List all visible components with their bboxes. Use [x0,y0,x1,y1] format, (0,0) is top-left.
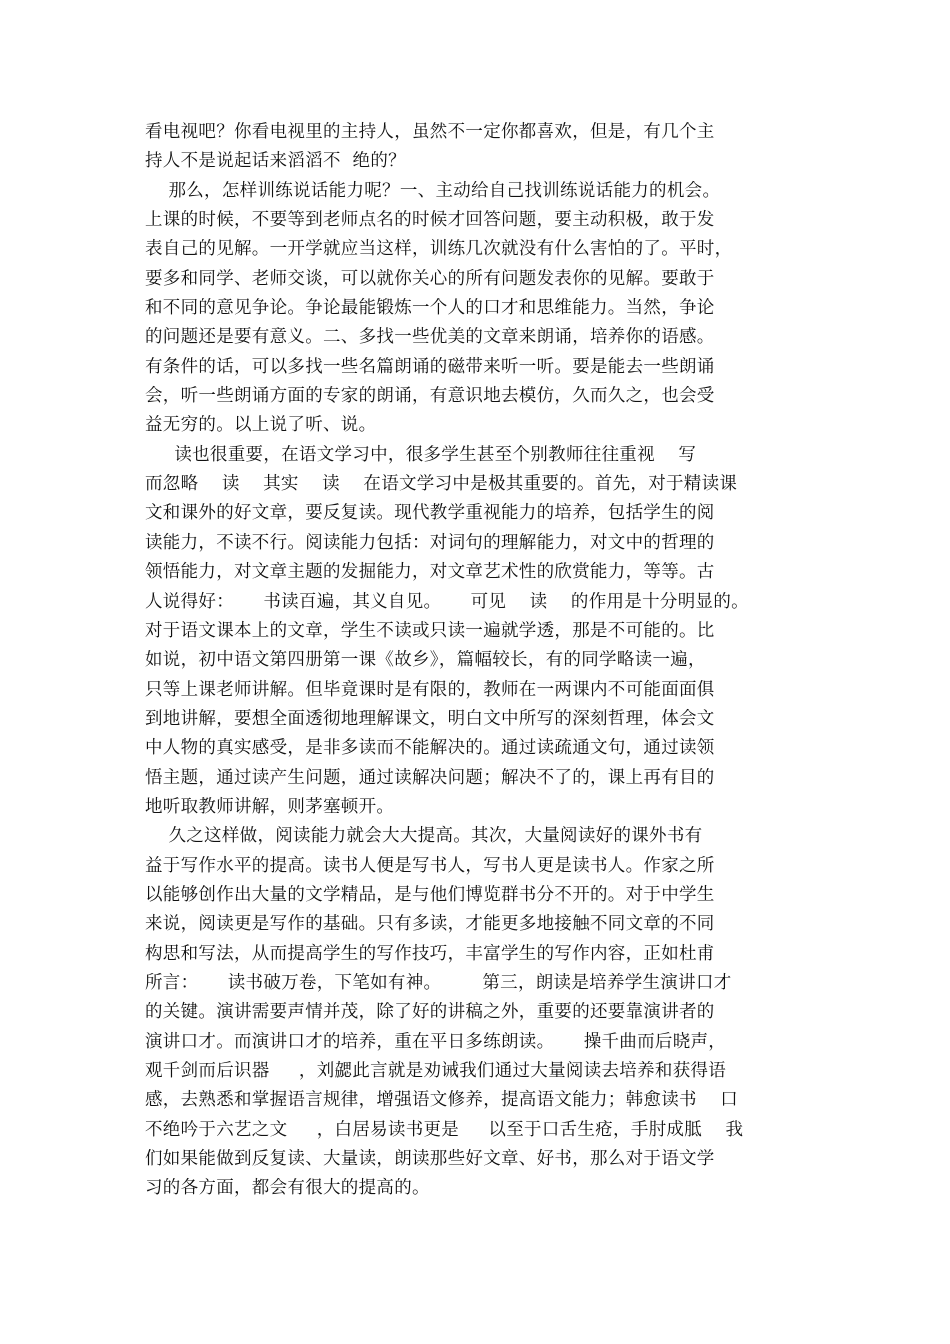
text-line: 观千剑而后识器 ，刘勰此言就是劝诫我们通过大量阅读去培养和获得语 [145,1061,727,1081]
text-line: 习的各方面，都会有很大的提高的。 [145,1178,430,1199]
text-line: 读也很重要，在语文学习中，很多学生甚至个别教师往往重视 写 [145,444,697,465]
text-line: 那么，怎样训练说话能力呢？一、主动给自己找训练说话能力的机会。 [145,180,721,201]
text-line: 持人不是说起话来滔滔不 绝的？ [145,151,406,172]
text-line: 来说，阅读更是写作的基础。只有多读，才能更多地接触不同文章的不同 [145,914,715,935]
text-line: 构思和写法，从而提高学生的写作技巧，丰富学生的写作内容，正如杜甫 [145,943,715,964]
text-line: 到地讲解，要想全面透彻地理解课文，明白文中所写的深刻哲理，体会文 [145,708,715,729]
text-line: 地听取教师讲解，则茅塞顿开。 [145,796,395,817]
text-line: 如说，初中语文第四册第一课《故乡》，篇幅较长，有的同学略读一遍， [145,650,706,671]
text-line: 不绝吟于六艺之文 ，白居易读书更是 以至于口舌生疮，手肘成胝 我 [145,1119,744,1140]
text-line: 看电视吧？你看电视里的主持人，虽然不一定你都喜欢，但是，有几个主 [145,122,715,142]
text-line: 会，听一些朗诵方面的专家的朗诵，有意识地去模仿，久而久之，也会受 [145,386,715,407]
text-line: 久之这样做，阅读能力就会大大提高。其次，大量阅读好的课外书有 [145,826,703,847]
text-line: 而忽略 读 其实 读 在语文学习中是极其重要的。首先，对于精读课 [145,474,738,495]
text-line: 所言： 读书破万卷，下笔如有神。 第三，朗读是培养学生演讲口才 [145,972,732,993]
text-line: 上课的时候，不要等到老师点名的时候才回答问题，要主动积极，敢于发 [145,210,715,231]
text-line: 益于写作水平的提高。读书人便是写书人，写书人更是读书人。作家之所 [145,855,715,876]
text-line: 要多和同学、老师交谈，可以就你关心的所有问题发表你的见解。要敢于 [145,268,715,289]
text-line: 演讲口才。而演讲口才的培养，重在平日多练朗读。 操千曲而后晓声， [145,1031,727,1052]
text-line: 中人物的真实感受，是非多读而不能解决的。通过读疏通文句，通过读领 [145,738,715,759]
body-text [145,118,805,1204]
text-line: 悟主题，通过读产生问题，通过读解决问题；解决不了的，课上再有目的 [145,767,715,788]
text-line: 以能够创作出大量的文学精品，是与他们博览群书分不开的。对于中学生 [145,884,715,905]
text-line: 们如果能做到反复读、大量读，朗读那些好文章、好书，那么对于语文学 [145,1149,715,1170]
text-line: 只等上课老师讲解。但毕竟课时是有限的，教师在一两课内不可能面面俱 [145,679,715,700]
text-line: 的关键。演讲需要声情并茂，除了好的讲稿之外，重要的还要靠演讲者的 [145,1002,715,1023]
text-line: 有条件的话，可以多找一些名篇朗诵的磁带来听一听。要是能去一些朗诵 [145,356,715,377]
text-line: 益无穷的。以上说了听、说。 [145,415,377,436]
text-line: 领悟能力，对文章主题的发掘能力，对文章艺术性的欣赏能力，等等。古 [145,562,715,583]
text-line: 表自己的见解。一开学就应当这样，训练几次就没有什么害怕的了。平时， [145,239,733,260]
text-line: 人说得好： 书读百遍，其义自见。 可见 读 的作用是十分明显的。 [145,591,749,612]
text-line: 文和课外的好文章，要反复读。现代教学重视能力的培养，包括学生的阅 [145,503,715,524]
text-line: 读能力，不读不行。阅读能力包括：对词句的理解能力，对文中的哲理的 [145,532,715,553]
text-line: 对于语文课本上的文章，学生不读或只读一遍就学透，那是不可能的。比 [145,620,715,641]
text-line: 的问题还是要有意义。二、多找一些优美的文章来朗诵，培养你的语感。 [145,327,715,348]
text-line: 感，去熟悉和掌握语言规律，增强语文修养，提高语文能力；韩愈读书 口 [145,1090,739,1111]
text-line: 和不同的意见争论。争论最能锻炼一个人的口才和思维能力。当然，争论 [145,298,715,319]
